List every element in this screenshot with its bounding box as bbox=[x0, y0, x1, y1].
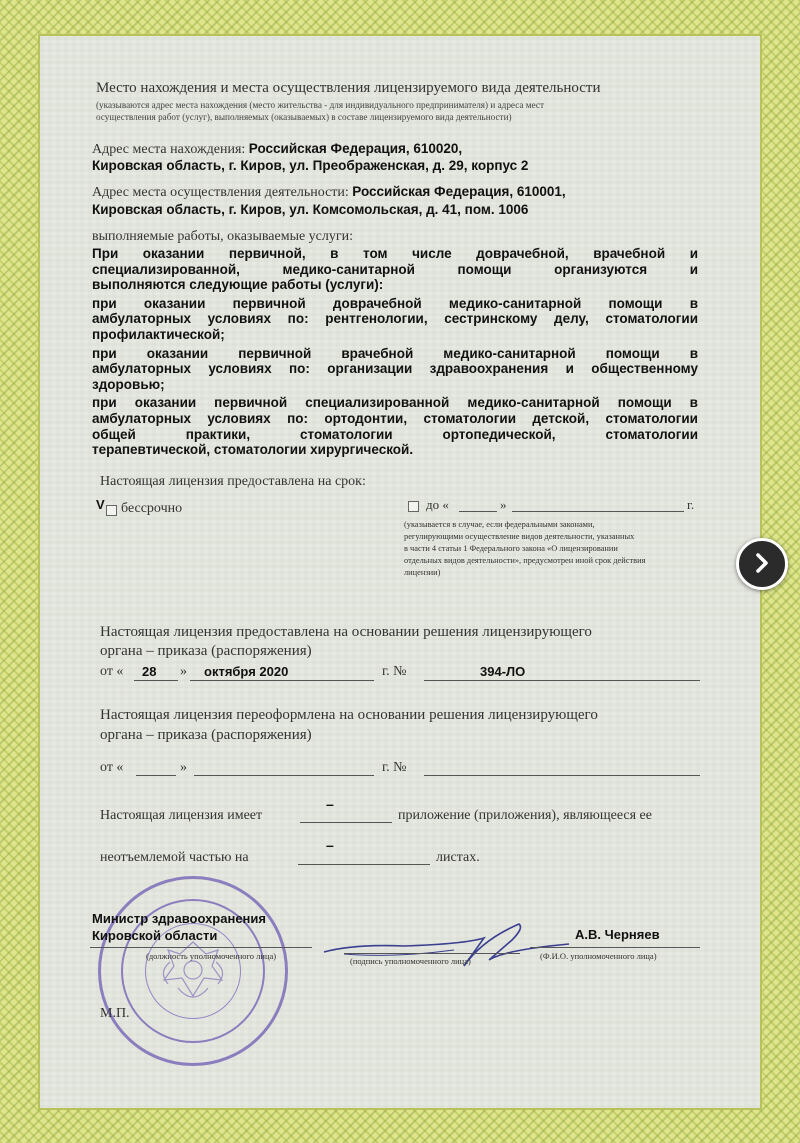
location-value-2: Кировская область, г. Киров, ул. Преображенская, д. 29, корпус 2 bbox=[92, 158, 529, 173]
appendix-dash-2: – bbox=[326, 837, 334, 853]
activity-value-1: Российская Федерация, 610001, bbox=[352, 184, 566, 199]
appendix-sheets-line bbox=[298, 864, 430, 865]
signer-name: А.В. Черняев bbox=[575, 927, 660, 942]
reissue-year-suffix: г. № bbox=[382, 760, 407, 775]
services-line: специализированной, медико-санитарной помощи организуются и bbox=[92, 261, 698, 277]
appendix-line2-suffix: листах. bbox=[436, 850, 480, 865]
term-note bbox=[404, 519, 704, 579]
services-line: амбулаторных условиях по: рентгенологии, сестринскому делу, стоматологии bbox=[92, 311, 698, 327]
position-line bbox=[90, 947, 312, 948]
basis-close-quote: » bbox=[180, 664, 187, 679]
reissue-month-line bbox=[194, 775, 374, 776]
location-value-1: Российская Федерация, 610020, bbox=[248, 141, 463, 156]
seal-emblem-icon bbox=[98, 876, 288, 1066]
indefinite-label: бессрочно bbox=[121, 501, 183, 516]
basis-line-2: органа – приказа (распоряжения) bbox=[100, 643, 312, 659]
signature-line bbox=[344, 953, 520, 954]
caption-position: (должность уполномоченного лица) bbox=[146, 951, 277, 961]
services-line: амбулаторных условиях по: ортодонтии, стоматологии детской, стоматологии bbox=[92, 410, 698, 426]
signer-position-2: Кировской области bbox=[92, 928, 218, 943]
header-note-1: (указываются адрес места нахождения (место жительства - для индивидуального предпринимателя) и адреса мест bbox=[96, 100, 545, 110]
services-line: При оказании первичной, в том числе доврачебной, врачебной и bbox=[92, 246, 698, 261]
reissue-line-2: органа – приказа (распоряжения) bbox=[100, 727, 312, 743]
appendix-suffix: приложение (приложения), являющееся ее bbox=[398, 808, 652, 823]
basis-day-line bbox=[134, 680, 178, 681]
until-suffix: г. bbox=[687, 497, 695, 512]
appendix-dash: – bbox=[326, 796, 334, 812]
reissue-line-1: Настоящая лицензия переоформлена на основании решения лицензирующего bbox=[100, 707, 598, 723]
basis-number-line bbox=[424, 680, 700, 681]
activity-address bbox=[92, 184, 566, 201]
basis-line-1: Настоящая лицензия предоставлена на основании решения лицензирующего bbox=[100, 624, 592, 640]
reissue-day-line bbox=[136, 775, 176, 776]
name-line bbox=[530, 947, 700, 948]
term-note-line: отдельных видов деятельности», предусмотрен иной срок действия bbox=[404, 556, 646, 565]
next-page-button[interactable] bbox=[736, 538, 788, 590]
services-line: профилактической; bbox=[92, 326, 225, 342]
term-note-line: (указывается в случае, если федеральными законами, bbox=[404, 520, 595, 529]
services-line: здоровью; bbox=[92, 376, 165, 392]
services-line: общей практики, стоматологии ортопедической, стоматологии bbox=[92, 426, 698, 442]
caption-name: (Ф.И.О. уполномоченного лица) bbox=[540, 951, 657, 961]
signer-position-1: Министр здравоохранения bbox=[92, 911, 266, 926]
until-checkbox[interactable] bbox=[408, 501, 419, 512]
appendix-line2-prefix: неотъемлемой частью на bbox=[100, 850, 249, 865]
caption-sign: (подпись уполномоченного лица) bbox=[350, 956, 471, 966]
location-address bbox=[92, 141, 462, 158]
until-month-line bbox=[512, 511, 684, 512]
until-mid: » bbox=[500, 497, 507, 512]
basis-day: 28 bbox=[142, 664, 157, 679]
seal-place-label: М.П. bbox=[100, 1006, 130, 1021]
reissue-close-quote: » bbox=[180, 760, 187, 775]
location-label: Адрес места нахождения: bbox=[92, 142, 246, 157]
basis-from: от « bbox=[100, 664, 124, 679]
appendix-prefix: Настоящая лицензия имеет bbox=[100, 808, 263, 823]
until-prefix: до « bbox=[426, 497, 449, 512]
basis-number: 394-ЛО bbox=[480, 664, 526, 679]
basis-month-line bbox=[190, 680, 374, 681]
check-mark: V bbox=[96, 497, 105, 512]
header-note-2: осуществления работ (услуг), выполняемых (оказываемых) в составе лицензируемого вида деятельности) bbox=[96, 112, 512, 122]
activity-value-2: Кировская область, г. Киров, ул. Комсомольская, д. 41, пом. 1006 bbox=[92, 202, 529, 217]
term-label: Настоящая лицензия предоставлена на срок: bbox=[100, 474, 366, 489]
basis-month-year: октября 2020 bbox=[204, 664, 289, 679]
reissue-number-line bbox=[424, 775, 700, 776]
term-note-line: регулирующими осуществление видов деятельности, указанных bbox=[404, 532, 635, 541]
term-note-line: в части 4 статьи 1 Федерального закона «О лицензировании bbox=[404, 544, 618, 553]
chevron-right-icon bbox=[751, 552, 773, 574]
reissue-from: от « bbox=[100, 760, 124, 775]
services-line: терапевтической, стоматологии хирургической. bbox=[92, 442, 414, 458]
services-line: при оказании первичной врачебной медико-санитарной помощи в bbox=[92, 345, 698, 361]
services-list bbox=[92, 246, 698, 458]
activity-label: Адрес места осуществления деятельности: bbox=[92, 185, 349, 200]
services-label: выполняемые работы, оказываемые услуги: bbox=[92, 229, 354, 244]
services-line: амбулаторных условиях по: организации здравоохранения и общественному bbox=[92, 361, 698, 377]
services-line: при оказании первичной специализированной медико-санитарной помощи в bbox=[92, 395, 698, 411]
official-seal bbox=[98, 876, 288, 1066]
appendix-count-line bbox=[300, 822, 392, 823]
until-day-line bbox=[459, 511, 497, 512]
term-note-line: лицензии) bbox=[404, 568, 441, 577]
services-line: при оказании первичной доврачебной медико-санитарной помощи в bbox=[92, 295, 698, 311]
header-title: Место нахождения и места осуществления лицензируемого вида деятельности bbox=[96, 80, 601, 96]
services-line: выполняются следующие работы (услуги): bbox=[92, 277, 384, 293]
indefinite-checkbox[interactable] bbox=[106, 505, 117, 516]
basis-year-suffix: г. № bbox=[382, 664, 407, 679]
